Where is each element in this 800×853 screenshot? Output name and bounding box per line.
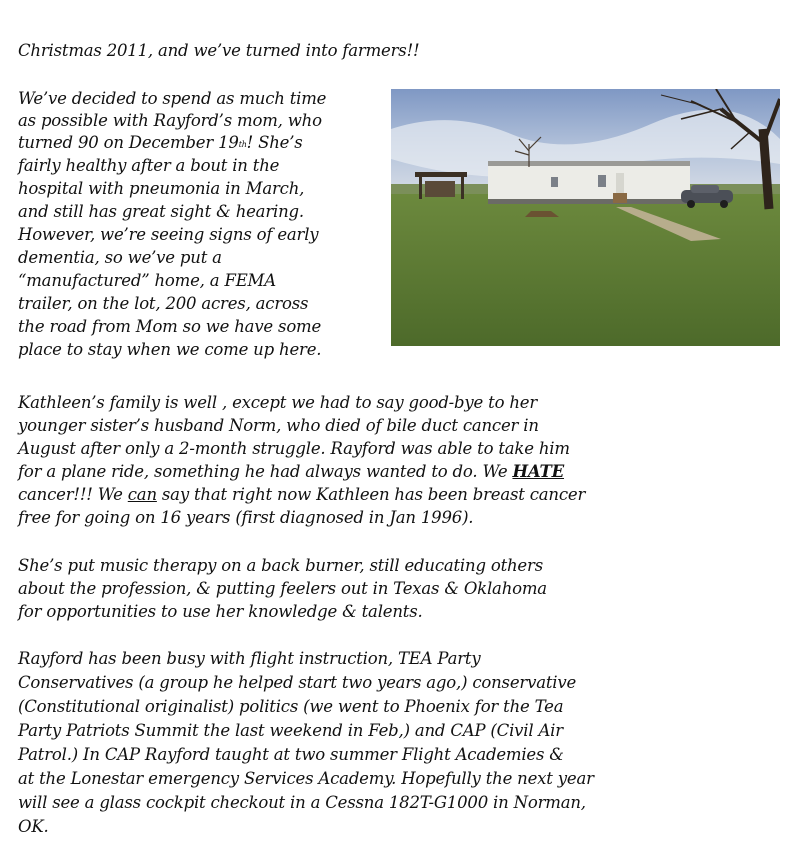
para4-line: Party Patriots Summit the last weekend in Feb,) and CAP (Civil Air (18, 721, 563, 740)
para1-text: ! She’s (246, 133, 303, 152)
para2-text: for a plane ride, something he had always wanted to do. We (18, 462, 513, 481)
para2-line (18, 484, 585, 506)
para4-line: Conservatives (a group he helped start two years ago,) conservative (18, 673, 577, 692)
para4-line: Patrol.) In CAP Rayford taught at two summer Flight Academies & (18, 745, 564, 764)
trailer-photo (391, 89, 780, 346)
para3-line: for opportunities to use her knowledge & talents. (18, 602, 423, 621)
para1-text: turned 90 on December 19 (18, 133, 239, 152)
para1-line: fairly healthy after a bout in the (18, 156, 280, 175)
para1-line: hospital with pneumonia in March, (18, 179, 305, 198)
para1-line: trailer, on the lot, 200 acres, across (18, 294, 309, 313)
para2-line: August after only a 2-month struggle. Rayford was able to take him (18, 439, 570, 458)
para1-line: “manufactured” home, a FEMA (18, 271, 276, 290)
para4-line: Rayford has been busy with flight instruction, TEA Party (18, 649, 481, 668)
para3-line: She’s put music therapy on a back burner, still educating others (18, 556, 543, 575)
para4-line: (Constitutional originalist) politics (we went to Phoenix for the Tea (18, 697, 564, 716)
para3-line: about the profession, & putting feelers out in Texas & Oklahoma (18, 579, 547, 598)
para2-line (18, 461, 564, 483)
letter-title: Christmas 2011, and we’ve turned into farmers!! (18, 41, 420, 60)
hate-emphasis: HATE (512, 462, 565, 481)
para1-line: and still has great sight & hearing. (18, 202, 304, 221)
para2-line: free for going on 16 years (first diagnosed in Jan 1996). (18, 508, 474, 527)
para4-line: will see a glass cockpit checkout in a Cessna 182T-G1000 in Norman, (18, 793, 586, 812)
para2-text: say that right now Kathleen has been breast cancer (156, 485, 586, 504)
para1-line: We’ve decided to spend as much time (18, 89, 327, 108)
para1-line: place to stay when we come up here. (18, 340, 322, 359)
para4-line: at the Lonestar emergency Services Academy. Hopefully the next year (18, 769, 594, 788)
para2-line: Kathleen’s family is well , except we had to say good-bye to her (18, 393, 538, 412)
para1-line: dementia, so we’ve put a (18, 248, 222, 267)
para1-line: However, we’re seeing signs of early (18, 225, 319, 244)
can-emphasis: can (127, 485, 157, 504)
para1-line: as possible with Rayford’s mom, who (18, 111, 322, 130)
para2-line: younger sister’s husband Norm, who died of bile duct cancer in (18, 416, 539, 435)
trailer-photo-illustration (391, 89, 780, 346)
grass-field (391, 189, 780, 346)
para1-line (18, 132, 303, 154)
para1-line: the road from Mom so we have some (18, 317, 322, 336)
trailer-home (488, 161, 690, 204)
para4-line: OK. (18, 817, 49, 836)
ordinal-suffix: th (238, 140, 247, 149)
para2-text: cancer!!! We (18, 485, 128, 504)
